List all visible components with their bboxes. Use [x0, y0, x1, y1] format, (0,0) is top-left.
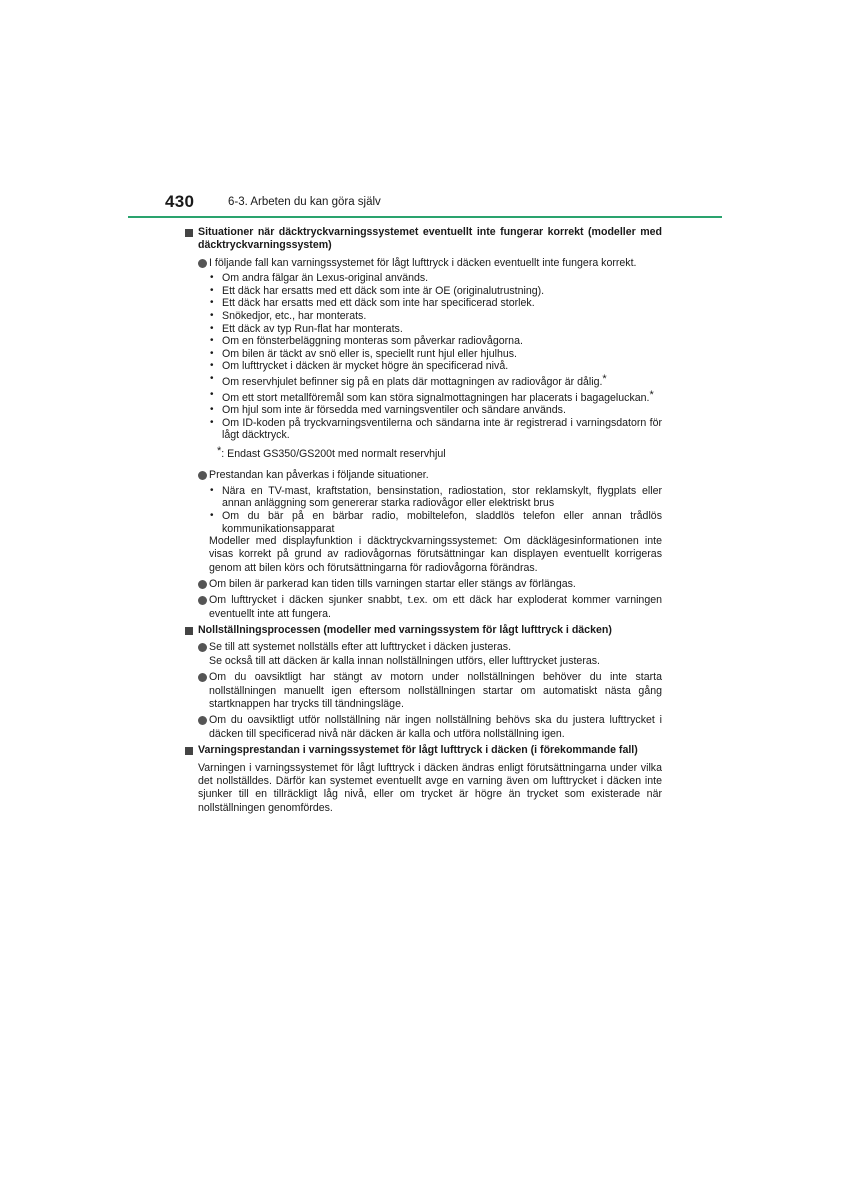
small-dot-icon: •	[210, 284, 214, 296]
small-dot-icon: •	[210, 310, 214, 321]
square-bullet-icon	[185, 627, 193, 635]
round-bullet-icon	[198, 580, 207, 589]
square-bullet-icon	[185, 229, 193, 237]
bullet-item	[184, 594, 662, 621]
small-dot-icon: •	[210, 347, 214, 359]
round-bullet-icon	[198, 716, 207, 725]
small-dot-icon: •	[210, 388, 214, 400]
round-bullet-icon	[198, 596, 207, 605]
list-item: • Ett däck har ersatts med ett däck som inte är OE (originalutrustning).	[210, 284, 545, 297]
list-item: • Ett däck har ersatts med ett däck som inte har specificerad storlek.	[210, 297, 535, 310]
small-dot-icon: •	[210, 372, 214, 384]
small-dot-icon: •	[210, 404, 214, 416]
small-dot-icon: •	[210, 509, 214, 521]
section-heading-reset-process	[184, 624, 662, 637]
bullet-text: Om bilen är parkerad kan tiden tills varningen startar eller stängs av förlängas.	[209, 577, 576, 590]
bullet-text: I följande fall kan varningssystemet för lågt lufttryck i däcken eventuellt inte fungera korrekt.	[209, 256, 637, 269]
heading-text: Nollställningsprocessen (modeller med varningssystem för lågt lufttryck i däcken)	[198, 623, 612, 636]
page-number: 430	[165, 192, 195, 211]
list-item: • Om ID-koden på tryckvarningsventilerna och sändarna inte är registrerad i varningsdatorn för lågt däcktryck.	[210, 416, 662, 442]
small-dot-icon: •	[210, 322, 214, 334]
list-item: • Om andra fälgar än Lexus-original används.	[210, 272, 429, 285]
sub-list	[209, 272, 662, 442]
heading-text: Varningsprestandan i varningssystemet för lågt lufttryck i däcken (i förekommande fall)	[198, 744, 638, 757]
round-bullet-icon	[198, 471, 207, 480]
square-bullet-icon	[185, 747, 193, 755]
bullet-text: Om du oavsiktligt utför nollställning när ingen nollställning behövs ska du justera lufttrycket i däcken till specificerad nivå när däcken är kalla och utföra nollställning igen.	[209, 714, 662, 740]
list-item: • Om du bär på en bärbar radio, mobiltelefon, sladdlös telefon eller annan trådlös kommunikationsapparat	[210, 509, 662, 535]
round-bullet-icon	[198, 673, 207, 682]
list-item: • Nära en TV-mast, kraftstation, bensinstation, radiostation, stor reklamskylt, flygplats eller annan anläggning som genererar starka radiovågor eller elektriskt brus	[210, 484, 662, 510]
bullet-item	[184, 671, 662, 711]
small-dot-icon: •	[210, 297, 214, 309]
list-item: • Snökedjor, etc., har monterats.	[210, 310, 367, 322]
small-dot-icon: •	[210, 360, 214, 372]
footnote-marker: *	[649, 388, 654, 401]
section-heading-warning-performance	[184, 744, 662, 757]
page-content	[184, 226, 662, 815]
list-item: • Om bilen är täckt av snö eller is, speciellt runt hjul eller hjulhus.	[210, 347, 517, 360]
list-item: • Om reservhjulet befinner sig på en plats där mottagningen av radiovågor är dålig.*	[210, 372, 607, 388]
bullet-item	[184, 257, 662, 462]
small-dot-icon: •	[210, 272, 214, 284]
section-paragraph: Varningen i varningssystemet för lågt lufttryck i däcken ändras enligt förutsättningarna under vilka det nollställdes. Därför kan systemet eventuellt avge en varning även om lufttrycket i däcken inte sjunker till en tillräckligt låg nivå, eller om trycket är högre än trycket som existerade när nollställningen genomfördes.	[198, 761, 662, 814]
header-rule	[128, 216, 722, 218]
small-dot-icon: •	[210, 484, 214, 496]
footnote-marker: *	[602, 372, 607, 385]
footnote-marker: *	[217, 444, 222, 457]
list-item: • Om lufttrycket i däcken är mycket högre än specificerad nivå.	[210, 360, 509, 373]
heading-text: Situationer när däcktryckvarningssystemet eventuellt inte fungerar korrekt (modeller med däcktryckvarningssystem)	[198, 226, 662, 252]
list-item: • Om en fönsterbeläggning monteras som påverkar radiovågorna.	[210, 335, 523, 348]
bullet-text: Om du oavsiktligt har stängt av motorn under nollställningen behöver du inte starta nollställningen manuellt igen eftersom nollställningen startar om automatiskt nästa gång startknappen har trycks till tändningsläge.	[209, 671, 662, 710]
bullet-text: Se också till att däcken är kalla innan nollställningen utförs, eller lufttrycket justeras.	[209, 654, 600, 667]
list-item: • Ett däck av typ Run-flat har monterats.	[210, 322, 403, 335]
section-title: 6-3. Arbeten du kan göra själv	[228, 196, 381, 208]
sub-list	[209, 485, 662, 535]
bullet-item	[184, 578, 662, 591]
bullet-item	[184, 641, 662, 668]
round-bullet-icon	[198, 259, 207, 268]
small-dot-icon: •	[210, 335, 214, 347]
bullet-text: Om lufttrycket i däcken sjunker snabbt, t.ex. om ett däck har exploderat kommer varningen eventuellt inte att fungera.	[209, 594, 662, 620]
footnote	[209, 445, 662, 461]
small-dot-icon: •	[210, 416, 214, 428]
bullet-text: Se till att systemet nollställs efter att lufttrycket i däcken justeras.	[209, 641, 512, 654]
footnote-text: : Endast GS350/GS200t med normalt reservhjul	[221, 447, 446, 460]
section-heading-tpms-malfunction	[184, 226, 662, 253]
list-item: • Om hjul som inte är försedda med varningsventiler och sändare används.	[210, 404, 566, 417]
bullet-text: Prestandan kan påverkas i följande situationer.	[209, 469, 429, 482]
bullet-item	[184, 469, 662, 574]
note-paragraph: Modeller med displayfunktion i däcktryckvarningssystemet: Om däcklägesinformationen inte visas korrekt på grund av radiovågornas förutsättningar kan displayen eventuellt korrigeras genom att bilen körs och förutsättningarna för radiovågorna förändras.	[209, 535, 662, 574]
list-item: • Om ett stort metallföremål som kan störa signalmottagningen har placerats i bagageluckan.*	[210, 388, 654, 404]
bullet-item	[184, 714, 662, 741]
round-bullet-icon	[198, 643, 207, 652]
